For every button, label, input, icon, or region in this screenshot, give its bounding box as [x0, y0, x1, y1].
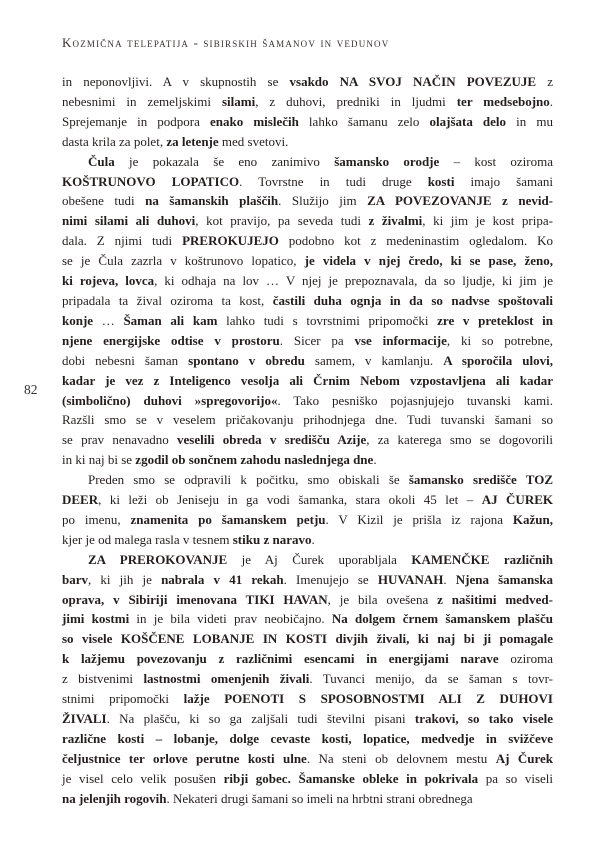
text-line — [62, 450, 553, 470]
text-line — [62, 769, 553, 789]
text-line — [62, 291, 553, 311]
text-line — [62, 152, 553, 172]
bold-text-run: barv — [62, 571, 88, 587]
bold-text-run: PREROKUJEJO — [182, 233, 279, 249]
bold-text-run: olajšata delo — [429, 113, 507, 129]
bold-text-run: znamenita po šamanskem petju — [130, 511, 326, 527]
bold-text-run: veselili obreda v središču Azije — [177, 432, 367, 448]
bold-text-run: so visele KOŠČENE LOBANJE IN KOSTI divjih živali, ki naj bi ji pomagale — [62, 631, 553, 647]
bold-text-run: jimi kostmi — [62, 611, 130, 627]
text-run: . Nekateri drugi šamani so imeli na hrbtni strani obrednega — [166, 790, 473, 806]
text-line — [62, 211, 553, 231]
bold-text-run: DEER — [62, 492, 99, 508]
bold-text-run: ZA PREROKOVANJE — [88, 551, 228, 567]
text-run: se prav nenavadno — [62, 432, 177, 448]
text-line — [62, 92, 553, 112]
bold-text-run: vse informacije — [354, 332, 447, 348]
bold-text-run: enako mislečih — [210, 113, 299, 129]
text-run: pripadala ta žival oziroma ta kost, — [62, 292, 273, 308]
text-run: Sprejemanje in podpora — [62, 113, 210, 129]
text-line — [62, 590, 553, 610]
text-run: , ki leži ob Jeniseju in ga vodi šamanka, stara okoli 45 let – — [98, 492, 482, 508]
text-run: , ki odhaja na lov … V njej je prepoznavala, da so ljudje, ki jim je — [154, 273, 553, 289]
text-run: kjer je od malega rasla v tesnem — [62, 531, 233, 547]
text-line — [62, 709, 553, 729]
bold-text-run: lastnostmi omenjenih živali — [143, 671, 310, 687]
text-line — [62, 649, 553, 669]
text-run: – kost oziroma — [439, 153, 553, 169]
text-line — [62, 251, 553, 271]
bold-text-run: (simbolično) duhovi »spregovorijo« — [62, 392, 278, 408]
text-run: in mu — [506, 113, 553, 129]
bold-text-run: lažje POENOTI S SPOSOBNOSTMI ALI Z DUHOVI — [183, 691, 553, 707]
page-number: 82 — [24, 382, 38, 397]
bold-text-run: spontano v obredu — [188, 352, 305, 368]
bold-text-run: z živalmi — [368, 213, 423, 229]
text-run: , ki so potrebne, — [446, 332, 553, 348]
bold-text-run: vsakdo NA SVOJ NAČIN POVEZUJE — [289, 74, 537, 89]
text-run: obešene tudi — [62, 193, 146, 209]
text-run: se je Čula zazrla v koštrunovo lopatico, — [62, 253, 305, 269]
text-run: nebesnimi in zemeljskimi — [62, 93, 222, 109]
text-run: . Na steni ob delovnem mestu — [306, 750, 496, 766]
text-line — [62, 72, 553, 92]
bold-text-run: konje — [62, 312, 94, 328]
text-run: . Služijo jim — [278, 193, 368, 209]
bold-text-run: stiku z naravo — [232, 531, 312, 547]
bold-text-run: HUVANAH — [377, 571, 444, 587]
bold-text-run: z našitimi medved- — [437, 591, 553, 607]
text-line — [62, 410, 553, 430]
text-run: . — [373, 452, 377, 468]
text-run: oziroma — [498, 651, 553, 667]
text-line — [62, 729, 553, 749]
text-run: Preden smo se odpravili k počitku, smo obiskali še — [88, 472, 409, 488]
text-line — [62, 191, 553, 211]
bold-text-run: ZA POVEZOVANJE z nevid- — [367, 193, 554, 209]
text-line — [62, 550, 553, 570]
text-line — [62, 231, 553, 251]
text-line — [62, 351, 553, 371]
text-run: . — [311, 531, 315, 547]
text-run: je Aj Čurek uporabljala — [227, 551, 412, 567]
text-run: in neponovljivi. A v skupnostih se — [62, 74, 290, 89]
text-run: , ki jim je kost pripa- — [422, 213, 553, 229]
bold-text-run: njene energijske odtise v prostoru — [62, 332, 280, 348]
text-run: in je bila videti prav neobičajno. — [129, 611, 332, 627]
text-line — [62, 391, 553, 411]
text-line — [62, 112, 553, 132]
text-run: . — [443, 571, 456, 587]
text-run: . Tuvanci menijo, da se šaman s tovr- — [309, 671, 553, 687]
text-run: , ki jih je — [88, 571, 162, 587]
bold-text-run: nabrala v 41 rekah — [161, 571, 284, 587]
bold-text-run: šamansko središče TOZ — [408, 472, 553, 488]
bold-text-run: ŽIVALI — [62, 711, 107, 726]
bold-text-run: čeljustnice ter orlove perutne kosti ulne — [62, 750, 307, 766]
text-line — [62, 430, 553, 450]
bold-text-run: različne kosti – lobanje, dolge cevaste kosti, lopatice, medvedje in svižčeve — [62, 730, 553, 746]
text-line — [62, 490, 553, 510]
text-line — [62, 570, 553, 590]
text-run: lahko tudi s tovrstnimi pripomočki — [217, 312, 438, 328]
text-line — [62, 629, 553, 649]
bold-text-run: trakovi, so tako visele — [414, 711, 553, 726]
text-line — [62, 510, 553, 530]
bold-text-run: šamansko orodje — [334, 153, 440, 169]
bold-text-run: oprava, v Sibiriji imenovana TIKI HAVAN — [62, 591, 328, 607]
bold-text-run: Kažun, — [512, 511, 553, 527]
text-run: , kot pravijo, pa seveda tudi — [195, 213, 369, 229]
bold-text-run: Njena šamanska — [455, 571, 554, 587]
bold-text-run: A sporočila ulovi, — [443, 352, 553, 368]
bold-text-run: na šamanskih plaščih — [145, 193, 279, 209]
text-line — [62, 669, 553, 689]
text-line — [62, 749, 553, 769]
text-run: , z duhovi, predniki in ljudmi — [255, 93, 457, 109]
bold-text-run: silami — [221, 93, 256, 109]
bold-text-run: zre v preteklost in — [437, 312, 554, 328]
text-line — [62, 271, 553, 291]
text-line — [62, 172, 553, 192]
text-run: . Sicer pa — [279, 332, 355, 348]
body-text — [62, 72, 553, 809]
text-run: imajo šamani — [454, 173, 553, 189]
bold-text-run: Aj Čurek — [495, 750, 554, 766]
bold-text-run: za letenje — [166, 133, 219, 149]
text-run: samem, v kamlanju. — [304, 352, 444, 368]
text-run: . Na plašču, ki so ga zaljšali tudi številni pisani — [106, 711, 415, 726]
bold-text-run: je videla v njej čredo, ki se pase, ženo, — [304, 253, 553, 269]
text-run: dobi nebesni šaman — [62, 352, 189, 368]
bold-text-run: kadar je vez z Inteligenco vesolja ali Črnim Nebom vzpostavljena ali kadar — [62, 372, 553, 388]
bold-text-run: ribji gobec. Šamanske obleke in pokrivala — [223, 770, 479, 786]
bold-text-run: Na dolgem črnem šamanskem plašču — [331, 611, 553, 627]
bold-text-run: zgodil ob sončnem zahodu naslednjega dne — [135, 452, 374, 468]
text-line — [62, 470, 553, 490]
text-run: . — [549, 93, 554, 109]
text-run: lahko šamanu zelo — [298, 113, 430, 129]
bold-text-run: na jelenjih rogovih — [62, 790, 167, 806]
text-run: … — [93, 312, 124, 328]
bold-text-run: AJ ČUREK — [481, 492, 553, 508]
text-line — [62, 789, 553, 809]
text-run: pa so viseli — [478, 770, 553, 786]
text-run: . V Kizil je prišla iz rajona — [325, 511, 513, 527]
bold-text-run: ter medsebojno — [456, 93, 550, 109]
bold-text-run: Čula — [88, 153, 115, 169]
text-run: podobno kot z medeninastim ogledalom. Ko — [278, 233, 553, 249]
text-line — [62, 132, 553, 152]
text-run: z — [536, 74, 553, 89]
text-run: je pokazala še eno zanimivo — [114, 153, 335, 169]
bold-text-run: k lažjemu povezovanju z različnimi esencami in energijami narave — [62, 651, 499, 667]
running-header: Kozmična telepatija - sibirskih šamanov in vedunov — [62, 35, 390, 50]
text-run: po imenu, — [62, 511, 131, 527]
text-run: . Tako pesniško pojasnjujejo tuvanski kami. — [277, 392, 553, 408]
bold-text-run: ki rojeva, lovca — [62, 273, 155, 289]
text-run: je visel celo velik posušen — [62, 770, 224, 786]
text-run: dasta krila za polet, — [62, 133, 167, 149]
bold-text-run: častili duha ognja in da so nadvse spoštovali — [272, 292, 553, 308]
text-run: , je bila ovešena — [327, 591, 438, 607]
bold-text-run: KOŠTRUNOVO LOPATICO — [62, 173, 240, 189]
text-run: , za katerega smo se dogovorili — [366, 432, 553, 448]
text-run: stnimi pripomočki — [62, 691, 184, 707]
text-run: z bistvenimi — [62, 671, 144, 687]
text-line — [62, 609, 553, 629]
text-run: . Tovrstne in tudi druge — [239, 173, 428, 189]
bold-text-run: KAMENČKE različnih — [411, 551, 553, 567]
text-line — [62, 530, 553, 550]
text-run: med svetovi. — [218, 133, 289, 149]
bold-text-run: kosti — [427, 173, 455, 189]
text-run: dala. Z njimi tudi — [62, 233, 183, 249]
text-run: in ki naj bi se — [62, 452, 136, 468]
text-run: . Imenujejo se — [283, 571, 378, 587]
text-line — [62, 331, 553, 351]
text-line — [62, 311, 553, 331]
text-run: Razšli smo se v veselem pričakovanju prihodnjega dne. Tudi tuvanski šamani so — [62, 412, 553, 428]
bold-text-run: nimi silami ali duhovi — [62, 213, 196, 229]
bold-text-run: Šaman ali kam — [123, 312, 218, 328]
text-line — [62, 371, 553, 391]
text-line — [62, 689, 553, 709]
